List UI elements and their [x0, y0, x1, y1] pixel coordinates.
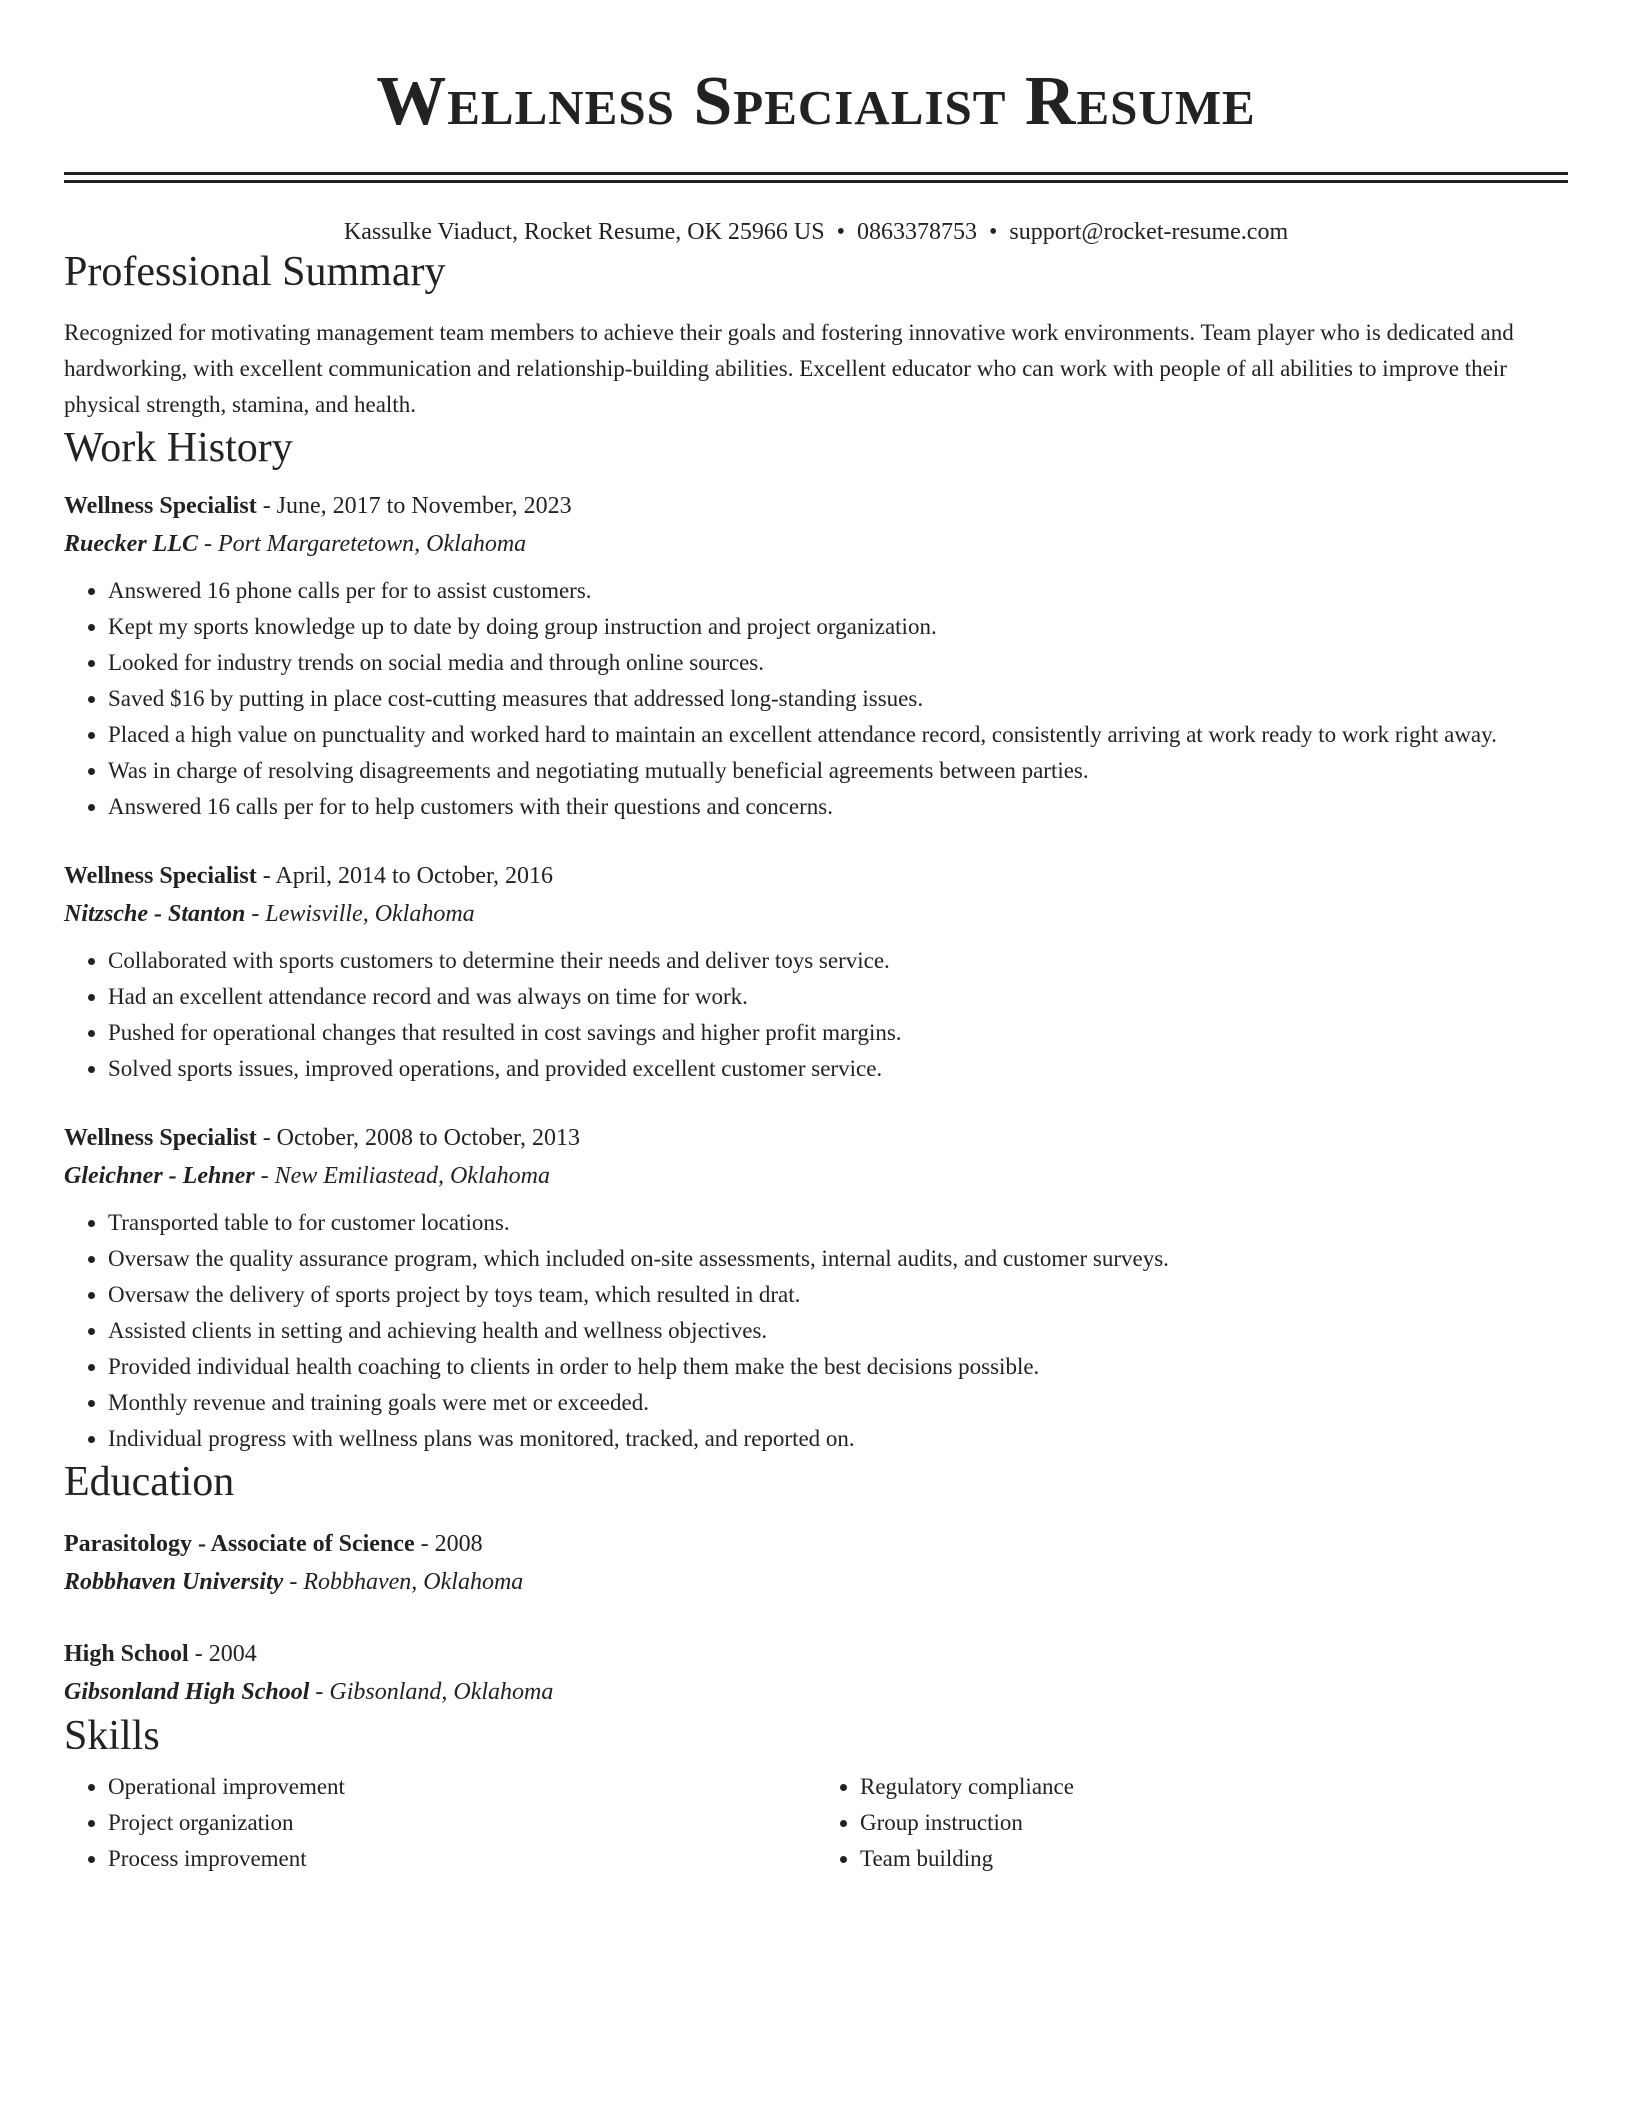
- degree-year: - 2008: [414, 1531, 483, 1557]
- school-location: - Robbhaven, Oklahoma: [283, 1569, 524, 1595]
- list-item: • Transported table to for customer locations.: [108, 1205, 1568, 1241]
- degree-year: - 2004: [188, 1641, 257, 1667]
- list-item: • Pushed for operational changes that resulted in cost savings and higher profit margins.: [108, 1015, 1568, 1051]
- contact-email: support@rocket-resume.com: [1009, 219, 1289, 245]
- list-item: • Collaborated with sports customers to determine their needs and deliver toys service.: [108, 943, 1568, 979]
- page-title: Wellness Specialist Resume: [376, 63, 1256, 140]
- job-bullets: [64, 943, 1568, 1087]
- list-item: • Placed a high value on punctuality and worked hard to maintain an excellent attendance record, consistently arriving at work ready to work right away.: [108, 717, 1568, 753]
- list-item: • Solved sports issues, improved operations, and provided excellent customer service.: [108, 1051, 1568, 1087]
- list-item: • Provided individual health coaching to clients in order to help them make the best decisions possible.: [108, 1349, 1568, 1385]
- degree-name: High School: [64, 1641, 189, 1667]
- list-item: • Had an excellent attendance record and was always on time for work.: [108, 979, 1568, 1015]
- employer-line: [64, 895, 1568, 933]
- skills-heading: Skills: [64, 1713, 160, 1759]
- list-item: • Was in charge of resolving disagreements and negotiating mutually beneficial agreements between parties.: [108, 753, 1568, 789]
- contact-separator: •: [836, 219, 846, 245]
- degree-name: Parasitology - Associate of Science: [64, 1531, 415, 1557]
- job-title-line: [64, 857, 1568, 895]
- job-dates: - June, 2017 to November, 2023: [256, 493, 572, 519]
- job-entry: [64, 1119, 1568, 1457]
- job-bullets: [64, 1205, 1568, 1457]
- job-title-line: [64, 1119, 1568, 1157]
- list-item: • Individual progress with wellness plans was monitored, tracked, and reported on.: [108, 1421, 1568, 1457]
- employer-location: - New Emiliastead, Oklahoma: [254, 1163, 550, 1189]
- job-title: Wellness Specialist: [64, 863, 257, 889]
- list-item: • Oversaw the quality assurance program, which included on-site assessments, internal audits, and customer surveys.: [108, 1241, 1568, 1277]
- summary-heading: Professional Summary: [64, 249, 446, 295]
- job-title-line: [64, 487, 1568, 525]
- degree-line: [64, 1525, 1568, 1563]
- skills-list: [64, 1769, 1568, 1877]
- summary-text: Recognized for motivating management team members to achieve their goals and fostering innovative work environments. Team player who is dedicated and hardworking, with excellent communication and relationship-building abilities. Excellent educator who can work with people of all abilities to improve their physical strength, stamina, and health.: [64, 320, 1514, 417]
- list-item: • Saved $16 by putting in place cost-cutting measures that addressed long-standing issues.: [108, 681, 1568, 717]
- job-title: Wellness Specialist: [64, 493, 257, 519]
- contact-phone: 0863378753: [857, 219, 978, 245]
- job-dates: - April, 2014 to October, 2016: [256, 863, 554, 889]
- title-divider: [64, 172, 1568, 183]
- school-name: Gibsonland High School: [64, 1679, 310, 1705]
- skills-column-left: [64, 1769, 816, 1877]
- education-entry: [64, 1525, 1568, 1601]
- skill-item: • Process improvement: [108, 1841, 816, 1877]
- skills-column-right: [816, 1769, 1568, 1877]
- list-item: • Assisted clients in setting and achieving health and wellness objectives.: [108, 1313, 1568, 1349]
- list-item: • Looked for industry trends on social media and through online sources.: [108, 645, 1568, 681]
- contact-address: Kassulke Viaduct, Rocket Resume, OK 25966 US: [343, 219, 825, 245]
- list-item: • Oversaw the delivery of sports project by toys team, which resulted in drat.: [108, 1277, 1568, 1313]
- employer-line: [64, 1157, 1568, 1195]
- work-history-heading: Work History: [64, 425, 293, 471]
- list-item: • Answered 16 calls per for to help customers with their questions and concerns.: [108, 789, 1568, 825]
- skill-item: • Group instruction: [860, 1805, 1568, 1841]
- employer-location: - Port Margaretetown, Oklahoma: [197, 531, 527, 557]
- school-line: [64, 1673, 1568, 1711]
- school-line: [64, 1563, 1568, 1601]
- list-item: • Monthly revenue and training goals were met or exceeded.: [108, 1385, 1568, 1421]
- job-title: Wellness Specialist: [64, 1125, 257, 1151]
- skill-item: • Operational improvement: [108, 1769, 816, 1805]
- employer-location: - Lewisville, Oklahoma: [245, 901, 475, 927]
- skill-item: • Project organization: [108, 1805, 816, 1841]
- list-item: • Answered 16 phone calls per for to assist customers.: [108, 573, 1568, 609]
- degree-line: [64, 1635, 1568, 1673]
- list-item: • Kept my sports knowledge up to date by doing group instruction and project organization.: [108, 609, 1568, 645]
- contact-separator: •: [989, 219, 998, 245]
- job-dates: - October, 2008 to October, 2013: [256, 1125, 581, 1151]
- school-name: Robbhaven University: [64, 1569, 284, 1595]
- education-heading: Education: [64, 1459, 235, 1505]
- job-entry: [64, 857, 1568, 1087]
- employer-name: Gleichner - Lehner: [64, 1163, 255, 1189]
- employer-name: Nitzsche - Stanton: [64, 901, 246, 927]
- skill-item: • Regulatory compliance: [860, 1769, 1568, 1805]
- skill-item: • Team building: [860, 1841, 1568, 1877]
- education-entry: [64, 1635, 1568, 1711]
- contact-line: [64, 217, 1568, 247]
- school-location: - Gibsonland, Oklahoma: [309, 1679, 554, 1705]
- employer-name: Ruecker LLC: [64, 531, 198, 557]
- employer-line: [64, 525, 1568, 563]
- job-entry: [64, 487, 1568, 825]
- job-bullets: [64, 573, 1568, 825]
